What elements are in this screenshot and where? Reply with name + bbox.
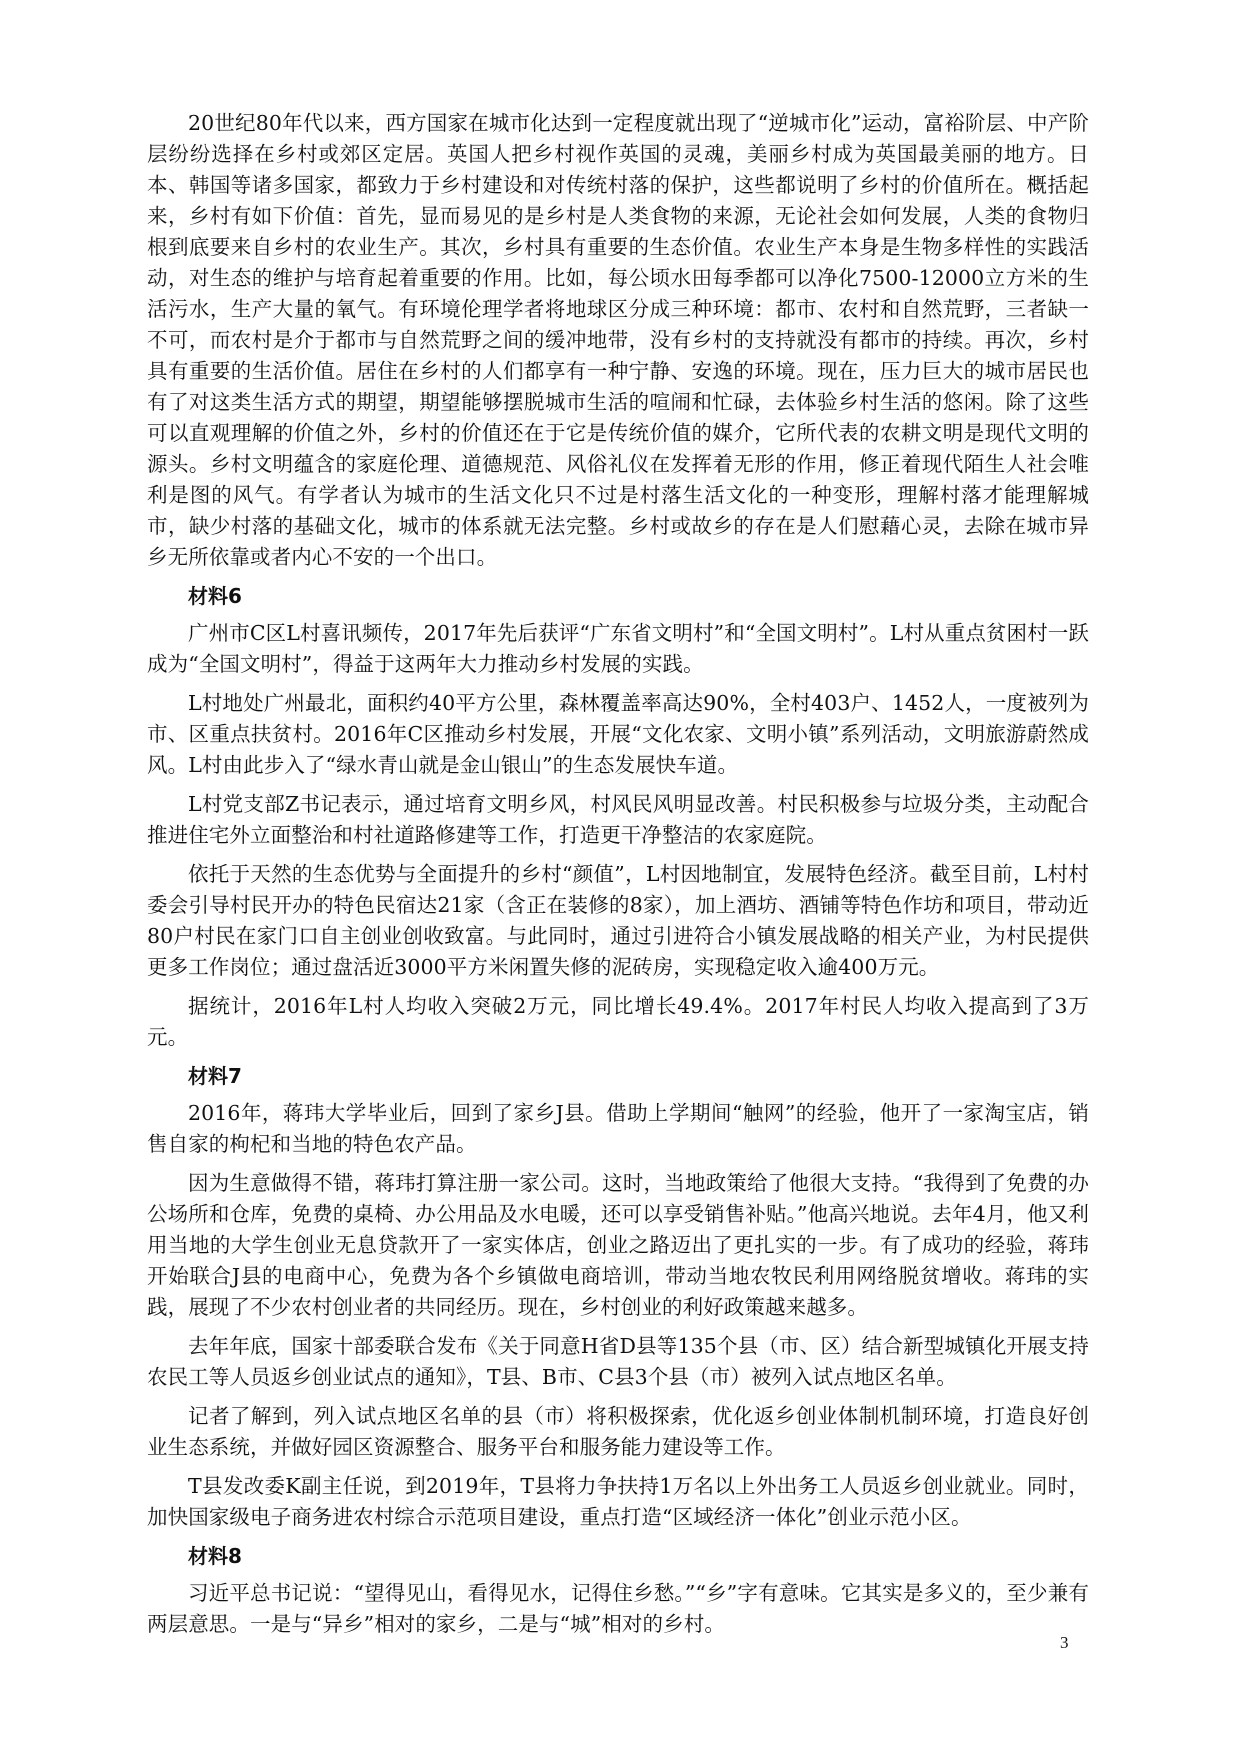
page-number: 3 xyxy=(1060,1633,1069,1652)
material-6-paragraph: 依托于天然的生态优势与全面提升的乡村“颜值”，L村因地制宜，发展特色经济。截至目前，L村村委会引导村民开办的特色民宿达21家（含正在装修的8家），加上酒坊、酒铺等特色作坊和项目，带动近80户村民在家门口自主创业创收致富。与此同时，通过引进符合小镇发展战略的相关产业，为村民提供更多工作岗位；通过盘活近3000平方米闲置失修的泥砖房，实现稳定收入逾400万元。 xyxy=(147,862,1089,979)
document-body xyxy=(147,108,1089,1648)
material-7-paragraph: 去年年底，国家十部委联合发布《关于同意H省D县等135个县（市、区）结合新型城镇化开展支持农民工等人员返乡创业试点的通知》，T县、B市、C县3个县（市）被列入试点地区名单。 xyxy=(147,1334,1089,1389)
material-7-paragraph: T县发改委K副主任说，到2019年，T县将力争扶持1万名以上外出务工人员返乡创业就业。同时，加快国家级电子商务进农村综合示范项目建设，重点打造“区域经济一体化”创业示范小区。 xyxy=(147,1474,1089,1529)
material-6-paragraph: 据统计，2016年L村人均收入突破2万元，同比增长49.4%。2017年村民人均收入提高到了3万元。 xyxy=(147,994,1089,1049)
material-6-paragraph: L村地处广州最北，面积约40平方公里，森林覆盖率高达90%，全村403户、1452人，一度被列为市、区重点扶贫村。2016年C区推动乡村发展，开展“文化农家、文明小镇”系列活动，文明旅游蔚然成风。L村由此步入了“绿水青山就是金山银山”的生态发展快车道。 xyxy=(147,691,1089,777)
material-6-paragraph: 广州市C区L村喜讯频传，2017年先后获评“广东省文明村”和“全国文明村”。L村从重点贫困村一跃成为“全国文明村”，得益于这两年大力推动乡村发展的实践。 xyxy=(147,621,1089,676)
material-7-paragraph: 因为生意做得不错，蒋玮打算注册一家公司。这时，当地政策给了他很大支持。“我得到了免费的办公场所和仓库，免费的桌椅、办公用品及水电暖，还可以享受销售补贴。”他高兴地说。去年4月，他又利用当地的大学生创业无息贷款开了一家实体店，创业之路迈出了更扎实的一步。有了成功的经验，蒋玮开始联合J县的电商中心，免费为各个乡镇做电商培训，带动当地农牧民利用网络脱贫增收。蒋玮的实践，展现了不少农村创业者的共同经历。现在，乡村创业的利好政策越来越多。 xyxy=(147,1171,1089,1319)
material-8-paragraph: 习近平总书记说：“望得见山，看得见水，记得住乡愁。”“乡”字有意味。它其实是多义的，至少兼有两层意思。一是与“异乡”相对的家乡，二是与“城”相对的乡村。 xyxy=(147,1581,1089,1636)
material-6-heading: 材料6 xyxy=(188,584,242,608)
material-7-paragraph: 记者了解到，列入试点地区名单的县（市）将积极探索，优化返乡创业体制机制环境，打造良好创业生态系统，并做好园区资源整合、服务平台和服务能力建设等工作。 xyxy=(147,1404,1089,1459)
material-8-heading: 材料8 xyxy=(188,1544,242,1568)
material-6-paragraph: L村党支部Z书记表示，通过培育文明乡风，村风民风明显改善。村民积极参与垃圾分类，主动配合推进住宅外立面整治和村社道路修建等工作，打造更干净整洁的农家庭院。 xyxy=(147,792,1089,847)
intro-paragraph: 20世纪80年代以来，西方国家在城市化达到一定程度就出现了“逆城市化”运动，富裕阶层、中产阶层纷纷选择在乡村或郊区定居。英国人把乡村视作英国的灵魂，美丽乡村成为英国最美丽的地方。日本、韩国等诸多国家，都致力于乡村建设和对传统村落的保护，这些都说明了乡村的价值所在。概括起来，乡村有如下价值：首先，显而易见的是乡村是人类食物的来源，无论社会如何发展，人类的食物归根到底要来自乡村的农业生产。其次，乡村具有重要的生态价值。农业生产本身是生物多样性的实践活动，对生态的维护与培育起着重要的作用。比如，每公顷水田每季都可以净化7500-12000立方米的生活污水，生产大量的氧气。有环境伦理学者将地球区分成三种环境：都市、农村和自然荒野，三者缺一不可，而农村是介于都市与自然荒野之间的缓冲地带，没有乡村的支持就没有都市的持续。再次，乡村具有重要的生活价值。居住在乡村的人们都享有一种宁静、安逸的环境。现在，压力巨大的城市居民也有了对这类生活方式的期望，期望能够摆脱城市生活的喧闹和忙碌，去体验乡村生活的悠闲。除了这些可以直观理解的价值之外，乡村的价值还在于它是传统价值的媒介，它所代表的农耕文明是现代文明的源头。乡村文明蕴含的家庭伦理、道德规范、风俗礼仪在发挥着无形的作用，修正着现代陌生人社会唯利是图的风气。有学者认为城市的生活文化只不过是村落生活文化的一种变形，理解村落才能理解城市，缺少村落的基础文化，城市的体系就无法完整。乡村或故乡的存在是人们慰藉心灵，去除在城市异乡无所依靠或者内心不安的一个出口。 xyxy=(147,111,1089,569)
material-7-paragraph: 2016年，蒋玮大学毕业后，回到了家乡J县。借助上学期间“触网”的经验，他开了一家淘宝店，销售自家的枸杞和当地的特色农产品。 xyxy=(147,1101,1089,1156)
material-7-heading: 材料7 xyxy=(188,1064,242,1088)
